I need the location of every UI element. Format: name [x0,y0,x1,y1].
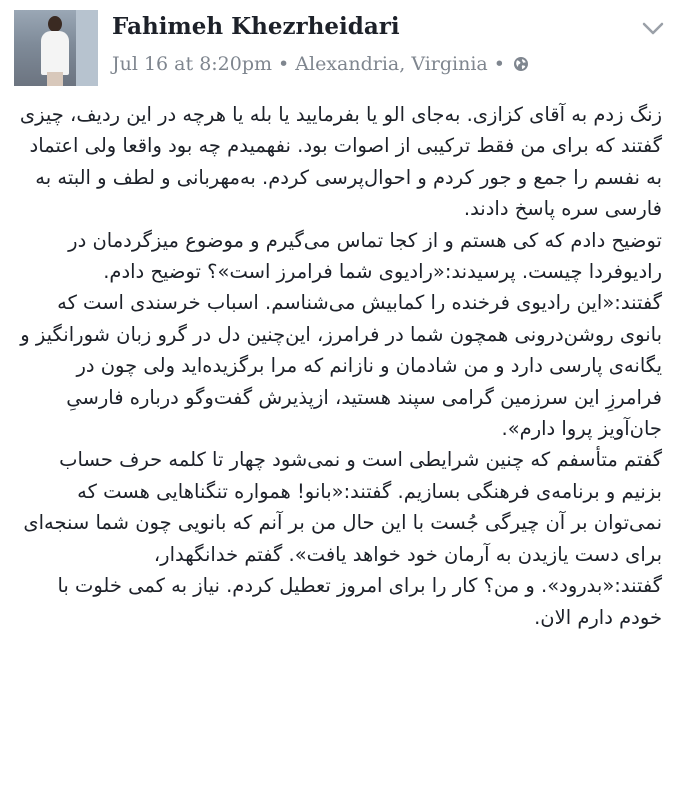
post-header [14,10,664,86]
avatar-person-legs [47,72,63,86]
post-location[interactable]: Alexandria, Virginia [295,53,488,75]
meta-separator: • [493,53,505,75]
globe-icon[interactable] [513,56,529,72]
post-paragraph: گفتم متأسفم که چنین شرایطی است و نمی‌شود چهار تا کلمه حرف حساب بزنیم و برنامه‌ی فرهنگی بسازیم. گفتند:«بانو! همواره تنگناهایی هست که نمی‌توان بر آن چیرگی جُست با این حال من بر آنم که بانویی چون شما سنجه‌ای برای دست یازیدن به آرمان خود خواهد یافت». گفتم خدانگهدار، [23,448,662,566]
post-paragraph: گفتند:«بدرود». و من؟ کار را برای امروز تعطیل کردم. نیاز به کمی خلوت با خودم دارم الان. [57,574,662,629]
meta-separator: • [278,53,290,75]
post-timestamp[interactable]: Jul 16 at 8:20pm [112,53,273,75]
chevron-down-icon[interactable] [642,22,664,36]
avatar-background [76,10,98,86]
post-paragraph: توضیح دادم که کی هستم و از کجا تماس می‌گیرم و موضوع میزگردمان در رادیوفردا چیست. پرسیدند:«رادیوی شما فرامرز است»؟ توضیح دادم. گفتند:«این رادیوی فرخنده را کمابیش می‌شناسم. اسباب خرسندی است که بانوی روشن‌درونی همچون شما در فرامرز، این‌چنین دل در گرو زبان شورانگیز و یگانه‌ی پارسی دارد و من شادمان و نازانم که مرا برگزیده‌اید ولی چون در فرامرزِ این سرزمین گرامی سپند هستید، ازپذیرش گفت‌وگو درباره فارسیِ جان‌آویز پروا دارم». [20,228,662,441]
post-meta [112,52,529,76]
author-name[interactable]: Fahimeh Khezrheidari [112,13,400,40]
avatar-person-body [41,31,69,75]
avatar-person-head [48,16,62,32]
post-body [18,99,662,633]
post-paragraph: زنگ زدم به آقای کزازی. به‌جای الو یا بفرمایید یا بله یا هرچه در این ردیف، چیزی گفتند که برای من فقط ترکیبی از اصوات بود. نفهمیدم چه بود واقعا ولی اعتماد به نفسم را جمع و جور کردم و احوال‌پرسی کردم. به‌مهربانی و لطف و البته به فارسی سره پاسخ دادند. [19,103,662,221]
avatar[interactable] [14,10,98,86]
